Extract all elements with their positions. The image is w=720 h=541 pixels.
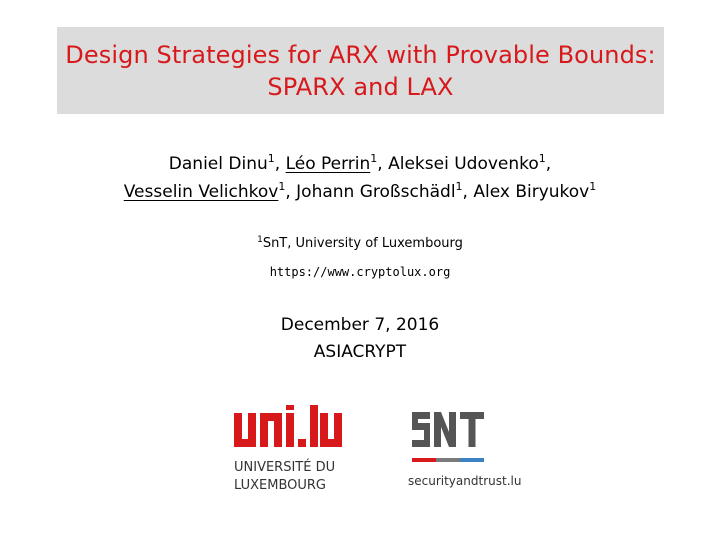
- author: Daniel Dinu: [168, 154, 268, 174]
- author: Johann Großschädl: [296, 182, 456, 202]
- author-sep: ,: [285, 182, 297, 202]
- author-affil-mark: 1: [455, 180, 463, 193]
- title-line-2: SPARX and LAX: [267, 72, 454, 101]
- snt-tagline: securityandtrust.lu: [408, 474, 522, 488]
- authors-line-2: [0, 178, 720, 206]
- uni-lu-logo: [232, 405, 344, 495]
- author-affil-mark: 1: [370, 152, 378, 165]
- author-sep: ,: [377, 154, 389, 174]
- author-sep: ,: [545, 154, 552, 174]
- title-box: [57, 27, 664, 114]
- author: Vesselin Velichkov: [123, 182, 279, 202]
- authors-line-1: [0, 150, 720, 178]
- author-affil-mark: 1: [538, 152, 546, 165]
- affiliation-mark: 1: [257, 235, 263, 245]
- author-affil-mark: 1: [278, 180, 286, 193]
- uni-logo-line-1: UNIVERSITÉ DU: [234, 460, 336, 475]
- author-sep: ,: [274, 154, 286, 174]
- author-affil-mark: 1: [589, 180, 597, 193]
- author-sep: ,: [462, 182, 474, 202]
- author: Léo Perrin: [285, 154, 371, 174]
- author-affil-mark: 1: [267, 152, 275, 165]
- author: Alex Biryukov: [473, 182, 590, 202]
- uni-logo-line-2: LUXEMBOURG: [234, 478, 326, 493]
- author: Aleksei Udovenko: [388, 154, 539, 174]
- affiliation: [0, 236, 720, 251]
- website-url: https://www.cryptolux.org: [269, 265, 451, 279]
- title-line-1: Design Strategies for ARX with Provable Bounds:: [65, 40, 656, 69]
- conference-name: ASIACRYPT: [313, 342, 407, 362]
- affiliation-text: SnT, University of Luxembourg: [262, 236, 463, 251]
- snt-logo: [408, 404, 528, 490]
- presentation-date: December 7, 2016: [280, 315, 440, 335]
